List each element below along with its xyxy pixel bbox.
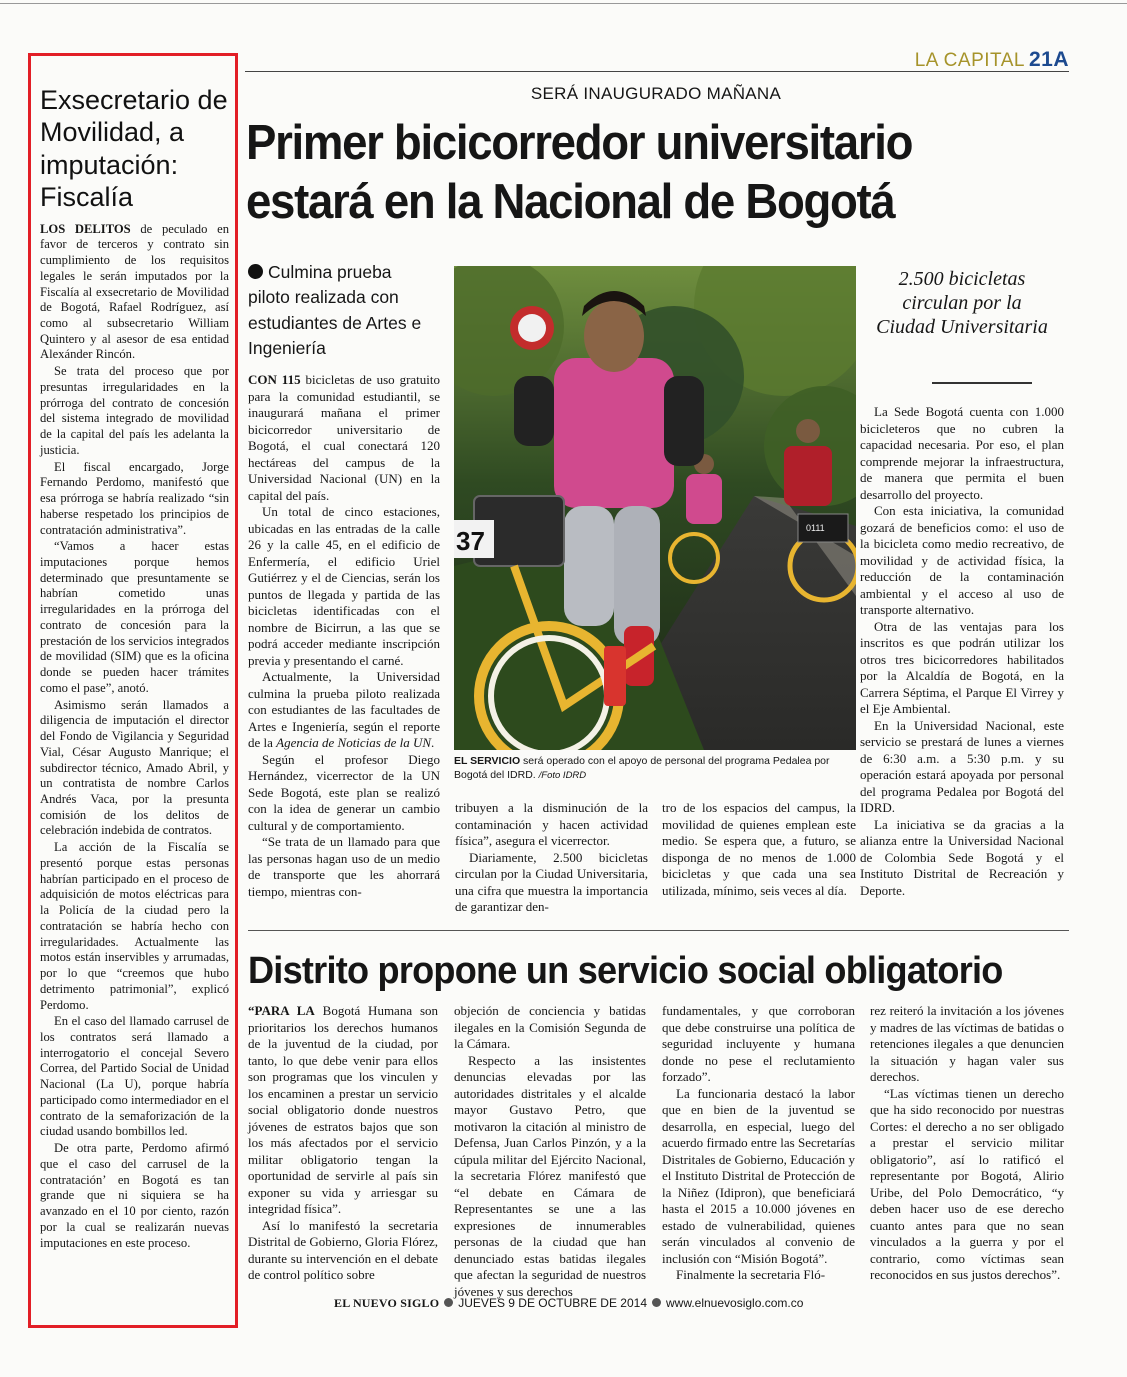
sidebar-headline: Exsecretario de Movilidad, a imputación: Fiscalía — [40, 85, 228, 213]
article-paragraph: Actualmente, la Universidad culmina la prueba piloto realizada con estudiantes de las facultades de Artes e Ingeniería, según el reporte de la Agencia de Noticias de la UN. — [248, 669, 440, 750]
sidebar-paragraph: En el caso del llamado carrusel de los contratos será llamado a interrogatorio el concejal Severo Correa, del Partido Social de Unidad Nacional (La U), porque habría participado como intermediador en el contrato de la semaforización de la ciudad usando bombillos led. — [40, 1014, 229, 1139]
article-paragraph: La Sede Bogotá cuenta con 1.000 bicicleteros que no cubren la capacidad necesaria. Por eso, el plan comprende mejorar la infraestructura, de manera que permita el buen desarrollo del proyecto. — [860, 404, 1064, 502]
plate-number: 37 — [456, 526, 485, 556]
article-deck — [248, 260, 438, 362]
sidebar-story-box — [28, 53, 238, 1328]
article2-paragraph: rez reiteró la invitación a los jóvenes y madres de las víctimas de batidas o retenciones ilegales a que denuncien la situación y hagan valer sus derechos. — [870, 1003, 1064, 1084]
top-rule — [0, 0, 1127, 4]
footer-url: www.elnuevosiglo.com.co — [666, 1296, 804, 1310]
sidebar-paragraph: LOS DELITOS de peculado en favor de terceros y contrato sin cumplimiento de los requisitos legales le serán imputados por la Fiscalía al exsecretario de Movilidad de Bogotá, Rafael Rodríguez, así como al subsecretario William Quintero y al asesor de esa entidad Alexánder Rincón. — [40, 221, 229, 362]
sidebar-paragraph: El fiscal encargado, Jorge Fernando Perdomo, manifestó que esa prórroga se habría realizado “sin haberse respetado los principios de contratación administrativa”. — [40, 459, 229, 537]
page-footer — [334, 1296, 834, 1311]
cyclist-photo-illustration — [454, 266, 856, 750]
article2-paragraph: Respecto a las insistentes denuncias elevadas por las autoridades distritales y el alcalde mayor Gustavo Petro, que motivaron la citación al ministro de Defensa, Juan Carlos Pinzón, y a la cúpula militar del Ejército Nacional, la secretaria Flórez manifestó que “el debate en Cámara de Representantes se une a las expresiones de innumerables personas de la ciudad que han denunciado estas batidas ilegales que afectan la seguridad de nuestros jóvenes y sus derechos — [454, 1052, 646, 1299]
article-paragraph: tro de los espacios del campus, la movilidad de quienes emplean este medio. Se espera que, a futuro, se disponga de no menos de 1.000 bicicletas y que cada una sea utilizada, mínimo, seis veces al día. — [662, 800, 856, 898]
article2-headline: Distrito propone un servicio social obligatorio — [248, 950, 1003, 992]
article2-lead: “PARA LA — [248, 1003, 315, 1018]
article2-paragraph: “PARA LA Bogotá Humana son prioritarios los derechos humanos de la juventud de la ciudad, por tanto, lo que debe venir para ellos son programas que los vinculen y los encaminen a prestar un servicio social obligatorio donde nuestros jóvenes de estratos bajos que son los más afectados por el servicio militar obligatorio tengan la oportunidad de servirle al país sin exponer su vida y arriesgar su integridad física”. — [248, 1003, 438, 1216]
article-headline: Primer bicicorredor universitario estará en la Nacional de Bogotá — [246, 116, 913, 229]
footer-dot-icon — [652, 1298, 661, 1307]
section-header — [915, 48, 1069, 72]
sidebar-lead: LOS DELITOS — [40, 221, 131, 236]
article-column-3 — [662, 800, 856, 899]
agency-name: Agencia de Noticias de la UN — [276, 735, 432, 750]
pull-quote: 2.500 bicicletas circulan por la Ciudad Universitaria — [876, 268, 1048, 338]
article-paragraph: tribuyen a la disminución de la contaminación y hacen actividad física”, asegura el vicerrector. — [455, 800, 648, 848]
newspaper-brand: EL NUEVO SIGLO — [334, 1296, 440, 1310]
article-paragraph: CON 115 bicicletas de uso gratuito para la comunidad estudiantil, se inaugurará mañana el primer bicicorredor universitario de Bogotá, el cual conectará 120 hectáreas del campus de la Universidad Nacional (UN) en la capital del país. — [248, 372, 441, 503]
article-paragraph: Con esta iniciativa, la comunidad gozará de beneficios como: el uso de la bicicleta como medio recreativo, de movilidad y de actividad física, la reducción de la contaminación ambiental y el acceso al uso de transporte alternativo. — [860, 503, 1064, 617]
photo-credit: /Foto IDRD — [538, 770, 587, 782]
article2-paragraph: objeción de conciencia y batidas ilegales en la Comisión Segunda de la Cámara. — [454, 1003, 646, 1051]
article2-column-2 — [454, 1003, 646, 1300]
sidebar-paragraph: Se trata del proceso que por presuntas irregularidades en la prórroga del contrato de concesión del sistema integrado de movilidad de la capital del país les adelanta la justicia. — [40, 364, 229, 457]
article2-paragraph: “Las víctimas tienen un derecho que ha sido reconocido por nuestras Cortes: el derecho a no ser obligado a prestar el servicio militar obligatorio”, así lo ratificó el representante por Bogotá, Alirio Uribe, del Polo Democrático, “y deben hacer uso de ese derecho cuanto antes para que no sean vinculados a la guerra y por el contrario, como víctimas sean reconocidos en sus justos derechos”. — [870, 1085, 1064, 1282]
header-rule — [245, 71, 1069, 72]
footer-dot-icon — [444, 1298, 453, 1307]
sidebar-paragraph: De otra parte, Perdomo afirmó que el caso del carrusel de la contratación’ en Bogotá es tan grande que ni siquiera se ha avanzado en el 10 por ciento, razón por la cual se realizarán nuevas imputaciones en este proceso. — [40, 1141, 229, 1250]
bike-number: 0111 — [806, 523, 825, 533]
article-paragraph: Según el profesor Diego Hernández, vicerrector de la UN Sede Bogotá, este plan se realizó con la idea de generar un cambio cultural y de comportamiento. — [248, 751, 440, 833]
bullet-icon — [248, 264, 263, 279]
article-separator — [248, 930, 1069, 931]
page-number: 21A — [1028, 48, 1069, 71]
article-paragraph: Otra de las ventajas para los inscritos es que podrán utilizar los otros tres bicicorredores habilitados por la Alcaldía de Bogotá, en la Carrera Séptima, el Parque El Virrey y el Eje Ambiental. — [860, 618, 1064, 716]
article-paragraph: Un total de cinco estaciones, ubicadas en las entradas de la calle 26 y la calle 45, en el edificio de Enfermería, el edificio Uriel Gutiérrez y el de Ciencias, serán los puntos de llegada y partida de las bicicletas identificadas con el nombre de Bicirrun, a las que se podrá acceder mediante inscripción previa y presentando el carné. — [248, 504, 440, 668]
photo-caption — [454, 754, 856, 783]
article-paragraph: La iniciativa se da gracias a la alianza entre la Universidad Nacional de Colombia Sede Bogotá y el Instituto Distrital de Recreación y Deporte. — [860, 816, 1064, 898]
article-photo — [454, 266, 856, 750]
article-paragraph: Diariamente, 2.500 bicicletas circulan por la Ciudad Universitaria, una cifra que muestra la importancia de garantizar den- — [455, 849, 648, 914]
footer-date: JUEVES 9 DE OCTUBRE DE 2014 — [458, 1296, 647, 1310]
caption-lead: EL SERVICIO — [454, 755, 521, 767]
deck-text: Culmina prueba piloto realizada con estudiantes de Artes e Ingeniería — [248, 262, 422, 359]
article-kicker: SERÁ INAUGURADO MAÑANA — [530, 84, 782, 103]
sidebar-paragraph: Asimismo serán llamados a diligencia de imputación el director del Fondo de Vigilancia y Seguridad Vial, César Augusto Manrique; el subdirector técnico, Amado Abril, y un contratista de nombre Carlos Andrés Vaca, por la presunta comisión de los delitos de celebración indebida de contratos. — [40, 697, 229, 838]
article-lead: CON 115 — [248, 372, 301, 387]
article2-column-4 — [870, 1003, 1064, 1284]
article2-paragraph: La funcionaria destacó la labor que en bien de la juventud se desarrolla, en especial, luego del acuerdo firmado entre las Secretarías Distritales de Gobierno, Educación y el Instituto Distrital de Protección de la Niñez (Idipron), que beneficiará hasta el 2015 a 10.000 jóvenes en estado de vulnerabilidad, quienes serán vinculados al convenio de inclusión con “Misión Bogotá”. — [662, 1085, 855, 1266]
article2-column-1 — [248, 1003, 438, 1284]
caption-text: será operado con el apoyo de personal del programa Pedalea por Bogotá del IDRD. — [454, 755, 830, 782]
article-column-4 — [860, 404, 1064, 899]
article2-column-3 — [662, 1003, 855, 1284]
article2-paragraph: Así lo manifestó la secretaria Distrital de Gobierno, Gloria Flórez, durante su intervención en el debate de control político sobre — [248, 1217, 438, 1282]
article-paragraph: “Se trata de un llamado para que las personas hagan uso de un medio de transporte que les ahorrará tiempo, mientras con- — [248, 834, 440, 899]
sidebar-paragraph: La acción de la Fiscalía se presentó porque estas personas habrían participado en el proceso de adquisición de motos eléctricas para la Policía de la ciudad pero la contratación se habría hecho con irregularidades. Actualmente las motos están inservibles y arrumadas, por lo que “creemos que hubo detrimento patrimonial”, explicó Perdomo. — [40, 840, 229, 1012]
article-column-1 — [248, 372, 440, 900]
sidebar-body — [40, 222, 229, 1252]
pull-quote-rule — [932, 382, 1032, 384]
article2-paragraph: Finalmente la secretaria Fló- — [676, 1267, 826, 1282]
section-name: LA CAPITAL — [914, 50, 1025, 71]
article2-paragraph: fundamentales, y que corroboran que debe construirse una política de seguridad incluyente y humana donde no pese el reclutamiento forzado”. — [662, 1003, 855, 1084]
article-column-2 — [455, 800, 648, 916]
article-paragraph: En la Universidad Nacional, este servicio se prestará de lunes a viernes de 6:30 a.m. a 5:30 p.m. y su operación estará apoyada por personal del programa Pedalea por Bogotá del IDRD. — [860, 717, 1064, 815]
sidebar-paragraph: “Vamos a hacer estas imputaciones porque hemos determinado que presuntamente se habrían cometido unas irregularidades en la prórroga del contrato de concesión para la prestación de los servicios integrados de movilidad (SIM) que es la oficina donde se pueden hacer trámites como el pase”, anotó. — [40, 539, 229, 695]
